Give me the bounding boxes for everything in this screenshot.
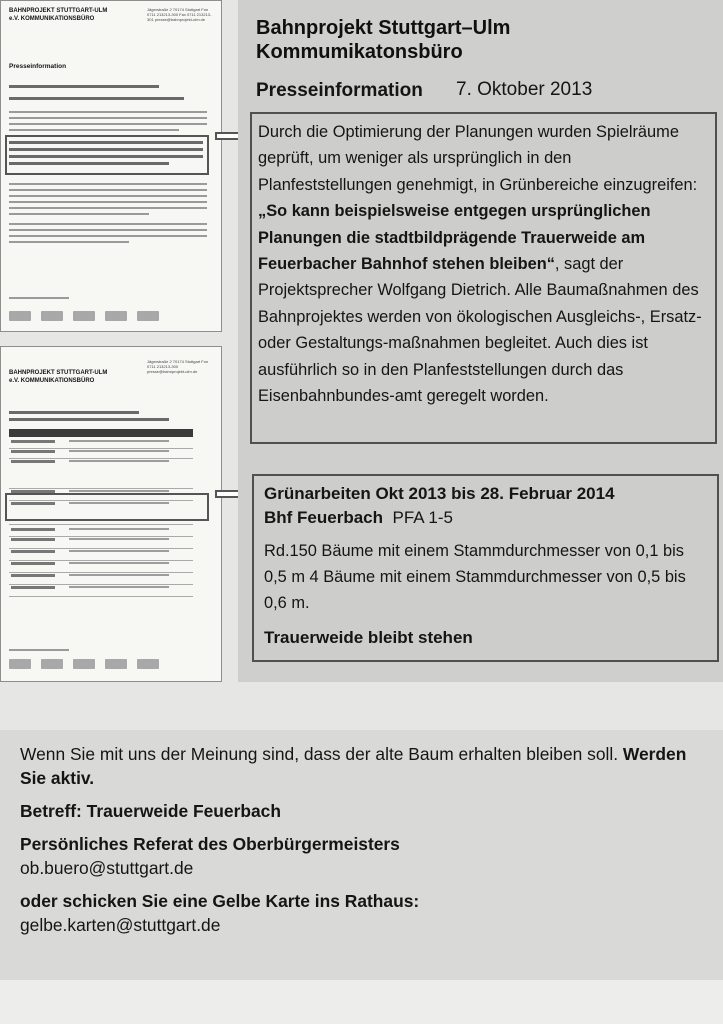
partner-logo bbox=[41, 659, 63, 669]
bottom-or-send: oder schicken Sie eine Gelbe Karte ins Rathaus: bbox=[20, 891, 420, 911]
thumb-line bbox=[9, 111, 207, 113]
box1-quote: „So kann beispielsweise entgegen ursprünglichen Planungen die stadtbildprägende Trauerweide am Feuerbacher Bahnhof stehen bleiben“ bbox=[258, 202, 651, 274]
table-row bbox=[9, 573, 193, 585]
thumb-line bbox=[9, 141, 203, 144]
thumbnail-2-org: BAHNPROJEKT STUTTGART-ULM e.V. KOMMUNIKATIONSBÜRO bbox=[9, 370, 108, 384]
partner-logo bbox=[73, 311, 95, 321]
table-row bbox=[9, 527, 193, 537]
bottom-cta: Werden Sie aktiv. bbox=[20, 744, 687, 788]
thumbnail-1-address: Jägerstraße 2 70174 Stuttgart Fon 0711 213213-300 Fax 0711 213213-301 presse@bahnprojekt-ulm.de bbox=[147, 7, 212, 22]
partner-logo bbox=[9, 659, 31, 669]
email-ob-buero[interactable]: ob.buero@stuttgart.de bbox=[20, 858, 194, 878]
press-quote-box bbox=[250, 112, 717, 444]
bottom-intro: Wenn Sie mit uns der Meinung sind, dass der alte Baum erhalten bleiben soll. bbox=[20, 744, 623, 764]
box1-text-part1: Durch die Optimierung der Planungen wurden Spielräume geprüft, um weniger als ursprünglich in den Planfeststellungen genehmigt, in Grünbereiche einzugreifen: bbox=[258, 123, 698, 194]
table-row bbox=[9, 549, 193, 561]
press-release-thumbnail-2 bbox=[0, 346, 222, 682]
thumbnail-1-section: Presseinformation bbox=[9, 63, 67, 70]
table-row bbox=[9, 561, 193, 573]
partner-logo bbox=[137, 311, 159, 321]
thumb-line bbox=[9, 183, 207, 185]
thumbnail-2-logos bbox=[9, 659, 159, 669]
table-row bbox=[9, 585, 193, 597]
partner-logo bbox=[105, 311, 127, 321]
thumb-line bbox=[9, 129, 179, 131]
table-row bbox=[9, 537, 193, 549]
thumb-line bbox=[9, 297, 69, 299]
bottom-subject: Betreff: Trauerweide Feuerbach bbox=[20, 801, 281, 821]
box1-text-part2: , sagt der Projektsprecher Wolfgang Dietrich. Alle Baumaßnahmen des Bahnprojektes werden von ökologischen Ausgleichs-, Ersatz- oder Gestaltungs-maßnahmen begleitet. Auch dies ist ausführlich so in den Planfeststellungen durch das Eisenbahnbundes-amt geregelt worden. bbox=[258, 255, 702, 406]
thumb-line bbox=[9, 85, 159, 88]
thumb-line bbox=[9, 213, 149, 215]
box2-pfa: PFA 1-5 bbox=[392, 508, 453, 527]
thumb-line bbox=[9, 229, 207, 231]
thumb-line bbox=[9, 97, 184, 100]
page-title: Bahnprojekt Stuttgart–Ulm Kommumikatonsbüro bbox=[256, 17, 511, 63]
partner-logo bbox=[137, 659, 159, 669]
thumb-line bbox=[9, 418, 169, 421]
email-gelbe-karten[interactable]: gelbe.karten@stuttgart.de bbox=[20, 915, 221, 935]
bottom-referat: Persönliches Referat des Oberbürgermeisters bbox=[20, 834, 400, 854]
thumb-line bbox=[9, 195, 207, 197]
partner-logo bbox=[9, 311, 31, 321]
box2-footer: Trauerweide bleibt stehen bbox=[264, 628, 473, 647]
box2-station-line bbox=[264, 506, 707, 530]
thumb-line bbox=[9, 117, 207, 119]
box2-title: Grünarbeiten Okt 2013 bis 28. Februar 2014 bbox=[264, 484, 615, 503]
box2-station: Bhf Feuerbach bbox=[264, 508, 384, 527]
table-row bbox=[9, 449, 193, 459]
thumbnail-2-table-header bbox=[9, 429, 193, 437]
thumb-line bbox=[9, 189, 207, 191]
thumb-line bbox=[9, 148, 203, 151]
thumb-line bbox=[9, 155, 203, 158]
thumb-line bbox=[9, 411, 139, 414]
partner-logo bbox=[105, 659, 127, 669]
thumb-line bbox=[9, 201, 207, 203]
thumb-line bbox=[9, 123, 207, 125]
bottom-strip bbox=[0, 980, 723, 1024]
table-row bbox=[9, 459, 193, 489]
partner-logo bbox=[41, 311, 63, 321]
box2-body: Rd.150 Bäume mit einem Stammdurchmesser von 0,1 bis 0,5 m 4 Bäume mit einem Stammdurchmesser von 0,5 bis 0,6 m. bbox=[264, 542, 686, 612]
partner-logo bbox=[73, 659, 95, 669]
call-to-action-section bbox=[20, 742, 710, 946]
thumbnail-1-org: BAHNPROJEKT STUTTGART-ULM e.V. KOMMUNIKATIONSBÜRO bbox=[9, 8, 108, 22]
thumbnail-2-address: Jägerstraße 2 70174 Stuttgart Fon 0711 213213-300 presse@bahnprojekt-ulm.de bbox=[147, 359, 209, 374]
thumbnail-2-highlight-box bbox=[5, 493, 209, 521]
thumbnail-1-logos bbox=[9, 311, 159, 321]
table-row bbox=[9, 439, 193, 449]
work-schedule-box bbox=[252, 474, 719, 662]
press-label: Presseinformation bbox=[256, 80, 423, 101]
thumb-line bbox=[9, 223, 207, 225]
thumb-line bbox=[9, 207, 207, 209]
thumb-line bbox=[9, 235, 207, 237]
press-date: 7. Oktober 2013 bbox=[456, 79, 593, 100]
thumb-line bbox=[9, 241, 129, 243]
thumb-line bbox=[9, 649, 69, 651]
thumb-line bbox=[9, 162, 169, 165]
press-release-thumbnail-1 bbox=[0, 0, 222, 332]
